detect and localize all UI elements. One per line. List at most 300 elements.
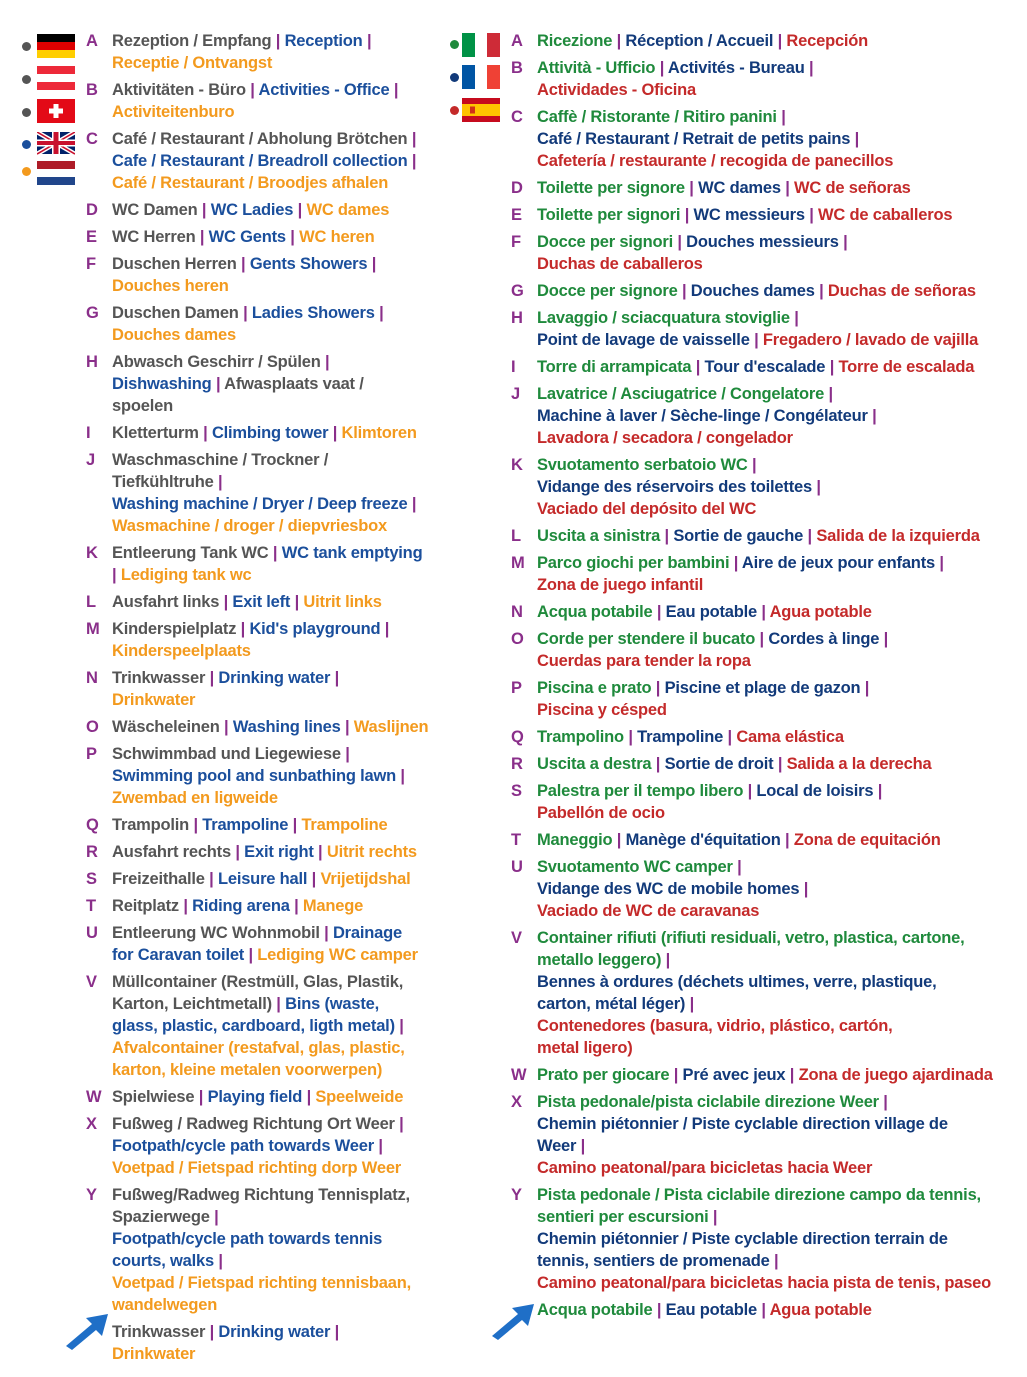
legend-letter: U	[86, 924, 98, 942]
separator: |	[777, 32, 787, 50]
separator: |	[325, 353, 330, 371]
label-nl: WC dames	[306, 201, 390, 219]
legend-letter: I	[86, 424, 91, 442]
legend-entry	[86, 868, 446, 890]
separator: |	[727, 728, 737, 746]
legend-line	[112, 30, 446, 52]
legend-line	[537, 552, 1007, 574]
label-nl: Uitrit rechts	[326, 843, 417, 861]
label-en: Swimming pool and sunbathing lawn	[112, 767, 401, 785]
label-fr: Sortie de gauche	[673, 527, 808, 545]
separator: |	[201, 201, 211, 219]
legend-line	[537, 1184, 1007, 1206]
legend-letter: Q	[86, 816, 99, 834]
separator: |	[854, 130, 860, 148]
label-it: Prato per giocare	[537, 1066, 674, 1084]
label-fr: tennis, sentiers de promenade	[537, 1252, 774, 1270]
legend-letter: N	[511, 603, 523, 621]
legend-line	[537, 601, 1007, 623]
label-de: Reitplatz	[112, 897, 184, 915]
legend-letter: C	[511, 108, 523, 126]
legend-entry	[511, 1184, 1007, 1294]
label-fr: Trampoline	[637, 728, 728, 746]
label-fr: Douches dames	[690, 282, 820, 300]
legend-text	[537, 280, 1007, 302]
legend-text	[112, 667, 446, 711]
separator: |	[689, 179, 699, 197]
legend-entry	[86, 971, 446, 1081]
label-es: Zona de equitación	[793, 831, 941, 849]
legend-line	[537, 699, 1007, 721]
legend-line	[112, 449, 446, 471]
separator: |	[695, 358, 705, 376]
label-it: Torre di arrampicata	[537, 358, 696, 376]
label-de: Kinderspielplatz	[112, 620, 241, 638]
label-de: Müllcontainer (Restmüll, Glas, Plastik,	[112, 973, 404, 991]
separator: |	[183, 897, 193, 915]
legend-line	[112, 667, 446, 689]
legend-text	[112, 1184, 446, 1316]
label-de: WC Damen	[112, 201, 202, 219]
label-nl: Klimtoren	[341, 424, 417, 442]
legend-line	[112, 640, 446, 662]
legend-text	[112, 422, 446, 444]
label-es: Cafetería / restaurante / recogida de panecillos	[537, 152, 894, 170]
legend-letter: T	[511, 831, 522, 849]
legend-line	[537, 726, 1007, 748]
legend-line	[537, 829, 1007, 851]
label-en: glass, plastic, cardboard, ligth metal)	[112, 1017, 400, 1035]
legend-text	[112, 449, 446, 537]
legend-letter: C	[86, 130, 98, 148]
legend-line	[112, 1037, 446, 1059]
separator: |	[761, 603, 770, 621]
label-it: Attività - Ufficio	[537, 59, 660, 77]
legend-text	[112, 618, 446, 662]
label-nl: Café / Restaurant / Broodjes afhalen	[112, 174, 389, 192]
label-nl: Lediging WC camper	[257, 946, 418, 964]
label-de: Ausfahrt links	[112, 593, 224, 611]
legend-letter: K	[86, 544, 98, 562]
legend-text	[537, 231, 1007, 275]
separator: |	[276, 995, 286, 1013]
legend-letter: Q	[511, 728, 524, 746]
separator: |	[112, 566, 121, 584]
separator: |	[807, 527, 817, 545]
legend-letter: E	[86, 228, 98, 246]
separator: |	[785, 831, 794, 849]
label-fr: Vidange des réservoirs des toilettes	[537, 478, 817, 496]
legend-line	[537, 1113, 1007, 1135]
legend-text	[537, 677, 1007, 721]
legend-text	[112, 226, 446, 248]
legend-entry	[511, 552, 1007, 596]
legend-line	[537, 405, 1007, 427]
label-de: Duschen Herren	[112, 255, 242, 273]
legend-line	[537, 383, 1007, 405]
label-en: for Caravan toilet	[112, 946, 249, 964]
label-fr: Bennes à ordures (déchets ultimes, verre, plastique,	[537, 973, 937, 991]
label-fr: Local de loisirs	[756, 782, 878, 800]
legend-line	[112, 395, 446, 417]
legend-letter: W	[86, 1088, 102, 1106]
label-es: metal ligero)	[537, 1039, 633, 1057]
legend-line	[537, 900, 1007, 922]
separator: |	[272, 544, 282, 562]
label-es: Recepción	[786, 32, 869, 50]
label-it: Lavaggio / sciacquatura stoviglie	[537, 309, 795, 327]
legend-entry	[86, 667, 446, 711]
separator: |	[656, 603, 666, 621]
legend-text	[537, 30, 1007, 52]
legend-line	[537, 650, 1007, 672]
label-nl: Manege	[302, 897, 364, 915]
label-de: Duschen Damen	[112, 304, 244, 322]
legend-line	[537, 574, 1007, 596]
separator: |	[819, 282, 828, 300]
legend-entry	[86, 922, 446, 966]
legend-line	[112, 1343, 446, 1365]
label-en: Drinking water	[218, 1323, 335, 1341]
label-fr: Douches messieurs	[686, 233, 844, 251]
label-nl: Douches dames	[112, 326, 236, 344]
separator: |	[399, 1017, 404, 1035]
label-es: Vaciado de WC de caravanas	[537, 902, 760, 920]
legend-line	[537, 307, 1007, 329]
legend-line	[537, 971, 1007, 993]
label-es: Duchas de señoras	[827, 282, 976, 300]
legend-letter: V	[86, 973, 98, 991]
legend-entry	[86, 814, 446, 836]
legend-entry	[511, 1299, 1007, 1321]
legend-line	[112, 1059, 446, 1081]
legend-line	[112, 199, 446, 221]
legend-text	[112, 841, 446, 863]
legend-entry	[511, 1091, 1007, 1179]
legend-letter: G	[86, 304, 99, 322]
label-en: courts, walks	[112, 1252, 219, 1270]
legend-text	[112, 868, 446, 890]
separator: |	[816, 478, 821, 496]
separator: |	[400, 767, 405, 785]
legend-line	[537, 1206, 1007, 1228]
label-nl: wandelwegen	[112, 1296, 218, 1314]
legend-letter: L	[86, 593, 97, 611]
label-de: Tiefkühltruhe	[112, 473, 218, 491]
label-fr: Manège d'équitation	[625, 831, 786, 849]
legend-line	[112, 1135, 446, 1157]
label-en: Climbing tower	[211, 424, 333, 442]
label-es: Camino peatonal/para bicicletas hacia Weer	[537, 1159, 873, 1177]
label-it: Uscita a destra	[537, 755, 656, 773]
label-de: Fußweg/Radweg Richtung Tennisplatz,	[112, 1186, 410, 1204]
legend-line	[537, 454, 1007, 476]
legend-line	[537, 780, 1007, 802]
separator: |	[747, 782, 757, 800]
legend-line	[112, 101, 446, 123]
legend-line	[112, 150, 446, 172]
label-fr: carton, métal léger)	[537, 995, 690, 1013]
legend-line	[112, 172, 446, 194]
flag-netherlands-svg	[37, 161, 75, 185]
label-en: Reception	[284, 32, 367, 50]
separator: |	[616, 32, 626, 50]
separator: |	[754, 331, 763, 349]
legend-entry	[86, 591, 446, 613]
language-dot	[22, 75, 31, 84]
label-es: Vaciado del depósito del WC	[537, 500, 757, 518]
separator: |	[684, 206, 694, 224]
legend-letter: P	[86, 745, 98, 763]
separator: |	[411, 130, 417, 148]
legend-text	[537, 106, 1007, 172]
legend-line	[112, 922, 446, 944]
legend-entry	[511, 30, 1007, 52]
separator: |	[656, 1301, 666, 1319]
label-fr: Point de lavage de vaisselle	[537, 331, 755, 349]
label-de: Schwimmbad und Liegewiese	[112, 745, 346, 763]
label-it: Toilette per signore	[537, 179, 690, 197]
legend-line	[537, 1037, 1007, 1059]
label-nl: Wasmachine / droger / diepvriesbox	[112, 517, 388, 535]
separator: |	[829, 358, 839, 376]
label-es: Cama elástica	[736, 728, 844, 746]
label-es: WC de caballeros	[818, 206, 953, 224]
legend-entry	[86, 743, 446, 809]
label-en: WC Ladies	[210, 201, 298, 219]
legend-text	[537, 383, 1007, 449]
legend-text	[112, 30, 446, 74]
legend-text	[537, 1064, 1007, 1086]
label-it: Piscina e prato	[537, 679, 656, 697]
label-de: Aktivitäten - Büro	[112, 81, 251, 99]
separator: |	[344, 718, 354, 736]
legend-line	[112, 1321, 446, 1343]
label-it: Trampolino	[537, 728, 629, 746]
legend-text	[112, 1113, 446, 1179]
legend-text	[537, 525, 1007, 547]
separator: |	[241, 255, 250, 273]
legend-entry	[86, 1321, 446, 1365]
label-it: Pista pedonale / Pista ciclabile direzione campo da tennis,	[537, 1186, 981, 1204]
separator: |	[214, 1208, 219, 1226]
separator: |	[384, 620, 390, 638]
legend-entry	[511, 780, 1007, 824]
label-de: Wäscheleinen	[112, 718, 225, 736]
legend-text	[112, 743, 446, 809]
separator: |	[411, 495, 417, 513]
legend-letter: S	[86, 870, 98, 888]
legend-line	[537, 1299, 1007, 1321]
label-en: Leisure hall	[217, 870, 312, 888]
separator: |	[209, 669, 219, 687]
label-de: Spielwiese	[112, 1088, 199, 1106]
legend-text	[537, 726, 1007, 748]
language-dot	[450, 73, 459, 82]
legend-text	[112, 971, 446, 1081]
flag-switzerland-svg	[37, 99, 75, 123]
separator: |	[209, 1323, 219, 1341]
separator: |	[393, 81, 399, 99]
legend-line	[112, 1113, 446, 1135]
label-es: Zona de juego infantil	[537, 576, 704, 594]
legend-line	[112, 743, 446, 765]
legend-line	[112, 128, 446, 150]
legend-letter: W	[511, 1066, 527, 1084]
legend-entry	[511, 231, 1007, 275]
separator: |	[877, 782, 883, 800]
legend-entry	[86, 30, 446, 74]
legend-line	[112, 618, 446, 640]
separator: |	[215, 375, 225, 393]
legend-letter: M	[86, 620, 100, 638]
label-nl: Waslijnen	[353, 718, 429, 736]
label-de: Trinkwasser	[112, 1323, 210, 1341]
separator: |	[399, 1115, 404, 1133]
label-de: Rezeption / Empfang	[112, 32, 276, 50]
legend-entry	[86, 302, 446, 346]
label-en: Dishwashing	[112, 375, 216, 393]
legend-entry	[511, 753, 1007, 775]
flag-germany-svg	[37, 34, 75, 58]
label-es: Cuerdas para tender la ropa	[537, 652, 751, 670]
legend-line	[537, 150, 1007, 172]
separator: |	[332, 424, 342, 442]
separator: |	[774, 1252, 779, 1270]
legend-entry	[511, 1064, 1007, 1086]
label-de: Fußweg / Radweg Richtung Ort Weer	[112, 1115, 400, 1133]
legend-line	[537, 525, 1007, 547]
legend-letter: J	[86, 451, 96, 469]
label-en: Gents Showers	[249, 255, 372, 273]
legend-line	[112, 1184, 446, 1206]
label-en: Bins (waste,	[285, 995, 379, 1013]
label-it: Acqua potabile	[537, 603, 657, 621]
separator: |	[781, 108, 786, 126]
legend-line	[112, 471, 446, 493]
legend-letter: O	[511, 630, 524, 648]
legend-entry	[86, 1113, 446, 1179]
legend-text	[537, 204, 1007, 226]
separator: |	[789, 1066, 799, 1084]
legend-line	[112, 765, 446, 787]
legend-line	[112, 79, 446, 101]
legend-entry	[511, 106, 1007, 172]
legend-entry	[86, 422, 446, 444]
label-it: Toilette per signori	[537, 206, 685, 224]
legend-text	[112, 895, 446, 917]
legend-entry	[511, 525, 1007, 547]
legend-line	[112, 253, 446, 275]
flag-france-svg	[462, 65, 500, 89]
legend-line	[112, 787, 446, 809]
separator: |	[411, 152, 417, 170]
legend-line	[537, 106, 1007, 128]
label-en: Drainage	[332, 924, 402, 942]
separator: |	[843, 233, 848, 251]
legend-line	[537, 628, 1007, 650]
legend-entry	[511, 356, 1007, 378]
label-nl: Speelweide	[315, 1088, 404, 1106]
legend-letter: R	[511, 755, 523, 773]
legend-line	[112, 542, 446, 564]
label-de: WC Herren	[112, 228, 200, 246]
separator: |	[198, 1088, 208, 1106]
label-en: Riding arena	[192, 897, 295, 915]
legend-line	[112, 373, 446, 395]
legend-text	[112, 199, 446, 221]
label-nl: Kinderspeelplaats	[112, 642, 251, 660]
legend-entry	[511, 927, 1007, 1059]
label-es: Zona de juego ajardinada	[798, 1066, 993, 1084]
separator: |	[655, 755, 665, 773]
label-de: Afwasplaats vaat /	[224, 375, 364, 393]
language-dot	[450, 40, 459, 49]
legend-text	[537, 1299, 1007, 1321]
label-en: Kid's playground	[249, 620, 385, 638]
legend-text	[537, 780, 1007, 824]
legend-text	[537, 356, 1007, 378]
legend-line	[537, 476, 1007, 498]
legend-letter: I	[511, 358, 516, 376]
legend-line	[112, 689, 446, 711]
separator: |	[733, 554, 742, 572]
separator: |	[203, 424, 212, 442]
separator: |	[275, 32, 285, 50]
legend-entry	[511, 57, 1007, 101]
label-en: Footpath/cycle path towards tennis	[112, 1230, 383, 1248]
separator: |	[248, 946, 258, 964]
label-fr: Pré avec jeux	[682, 1066, 790, 1084]
separator: |	[199, 228, 209, 246]
legend-entry	[511, 856, 1007, 922]
label-en: Ladies Showers	[251, 304, 380, 322]
label-nl: Voetpad / Fietspad richting dorp Weer	[112, 1159, 402, 1177]
legend-letter: O	[86, 718, 99, 736]
separator: |	[681, 282, 691, 300]
flag-spain-svg	[462, 98, 500, 122]
legend-entry	[86, 542, 446, 586]
legend-line	[537, 329, 1007, 351]
label-es: Duchas de caballeros	[537, 255, 703, 273]
legend-letter: L	[511, 527, 522, 545]
legend-letter: J	[511, 385, 521, 403]
legend-line	[112, 302, 446, 324]
separator: |	[235, 843, 245, 861]
legend-entry	[86, 253, 446, 297]
separator: |	[655, 679, 665, 697]
label-nl: WC heren	[299, 228, 375, 246]
label-en: Exit right	[244, 843, 319, 861]
label-en: Trampoline	[202, 816, 293, 834]
legend-letter	[86, 1321, 112, 1365]
legend-line	[537, 280, 1007, 302]
label-fr: WC messieurs	[693, 206, 810, 224]
label-it: sentieri per escursioni	[537, 1208, 713, 1226]
label-en: WC tank emptying	[281, 544, 423, 562]
legend-line	[112, 1294, 446, 1316]
separator: |	[939, 554, 944, 572]
separator: |	[628, 728, 638, 746]
separator: |	[673, 1066, 683, 1084]
legend-text	[112, 1321, 446, 1365]
label-es: Lavadora / secadora / congelador	[537, 429, 793, 447]
label-en: WC Gents	[208, 228, 291, 246]
legend-letter: K	[511, 456, 523, 474]
separator: |	[366, 32, 372, 50]
separator: |	[311, 870, 321, 888]
label-fr: Réception / Accueil	[625, 32, 778, 50]
